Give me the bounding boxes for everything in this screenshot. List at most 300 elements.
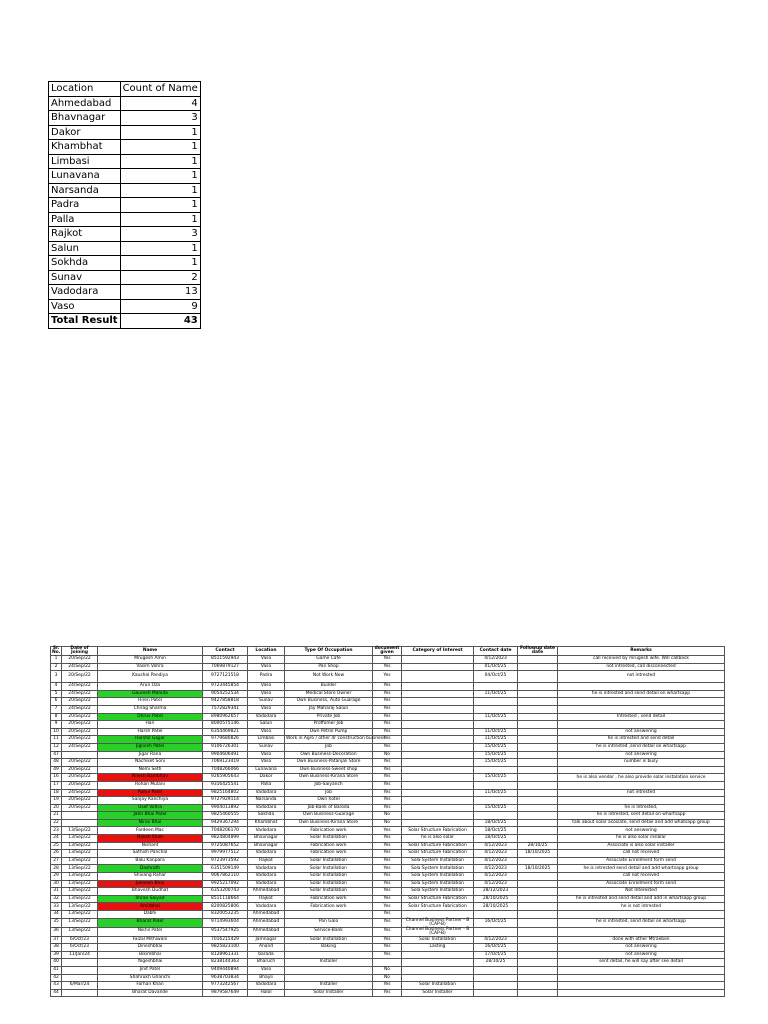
category-cell: he is also solar [402, 835, 474, 843]
location-cell: Ahmedabad [248, 927, 285, 936]
name-cell: Bharat Patel [98, 918, 203, 927]
sr-no-cell: 23 [51, 827, 62, 835]
document-given-cell: No [373, 819, 402, 827]
document-given-cell: Yes [373, 759, 402, 767]
date-of-joining-cell: 20/Sep/22 [62, 766, 98, 774]
sr-no-cell: 6 [51, 698, 62, 706]
occupation-cell: Own Business, Auto Guarage [285, 698, 373, 706]
date-of-joining-cell: 20/Sep/22 [62, 759, 98, 767]
table-row [51, 951, 725, 959]
followup-date-cell [518, 812, 558, 820]
table-row [51, 966, 725, 974]
followup-date-cell [518, 656, 558, 664]
sr-no-cell: 32 [51, 895, 62, 903]
document-given-cell: Yes [373, 671, 402, 683]
contact-date-cell [474, 812, 518, 820]
name-cell: Nilesh Shah [98, 835, 203, 843]
document-given-cell: Yes [373, 835, 402, 843]
sr-no-cell: 11 [51, 736, 62, 744]
followup-date-cell [518, 857, 558, 865]
remarks-cell: he is also vendor , he also provide solar instalation service [558, 774, 725, 782]
remarks-cell: not answering [558, 728, 725, 736]
name-cell: Kaushal Pandiya [98, 671, 203, 683]
table-row [51, 736, 725, 744]
followup-date-cell: 18/10/2025 [518, 850, 558, 858]
date-of-joining-cell: 20/Sep/22 [62, 774, 98, 782]
remarks-cell: he is intrested send detail and add whartsapp group [558, 865, 725, 873]
location-cell: Ahmedabad [248, 888, 285, 896]
remarks-cell [558, 927, 725, 936]
pivot-location-cell: Dakor [49, 125, 121, 140]
category-cell [402, 812, 474, 820]
occupation-cell: Solar Installer [285, 989, 373, 997]
name-cell: Farhan Khan [98, 982, 203, 990]
date-of-joining-cell: 20/Sep/22 [62, 721, 98, 729]
date-of-joining-cell: 24/Sep/22 [62, 663, 98, 671]
location-cell: Ahmedabad [248, 918, 285, 927]
date-of-joining-cell: 24/Sep/22 [62, 789, 98, 797]
occupation-cell: Work in Agro / other dr construction business [286, 736, 386, 742]
contact-date-cell [474, 781, 518, 789]
followup-date-cell [518, 663, 558, 671]
contact-date-cell [474, 721, 518, 729]
contact-date-cell: 11/Oct/25 [474, 789, 518, 797]
followup-date-cell [518, 936, 558, 944]
contact-date-cell: 28/12/2023 [474, 888, 518, 896]
contact-cell: 9638703834 [203, 974, 248, 982]
date-of-joining-cell: 20/Sep/22 [62, 728, 98, 736]
name-cell: Dineshbhai [98, 944, 203, 952]
location-cell: Jamnagar [248, 936, 285, 944]
name-cell: Hari [98, 721, 203, 729]
category-cell [402, 789, 474, 797]
document-given-cell: Yes [373, 936, 402, 944]
sr-no-cell: 17 [51, 781, 62, 789]
sr-no-cell: 28 [51, 865, 62, 873]
sr-no-cell: 2 [51, 663, 62, 671]
remarks-cell: Intrested , send detail [558, 713, 725, 721]
contact-date-cell: 01/Oct/25 [474, 663, 518, 671]
contact-date-cell: 11/Oct/25 [474, 736, 518, 744]
header-contact-date: Contact date [474, 647, 518, 656]
followup-date-cell [518, 827, 558, 835]
contact-cell: 9723973592 [203, 857, 248, 865]
category-cell [402, 663, 474, 671]
date-of-joining-cell: 20/Sep/22 [62, 656, 98, 664]
remarks-cell: he is intrested and send detail and add in whartsapp group [558, 895, 725, 903]
document-given-cell: Yes [373, 690, 402, 698]
remarks-cell [558, 781, 725, 789]
sr-no-cell: 18 [51, 789, 62, 797]
sr-no-cell: 7 [51, 705, 62, 713]
category-cell [402, 705, 474, 713]
contact-cell: 9825164802 [203, 789, 248, 797]
category-cell [402, 774, 474, 782]
name-cell: Jinit Patel [98, 966, 203, 974]
followup-date-cell [518, 743, 558, 751]
date-of-joining-cell: 13/Sep/22 [62, 918, 98, 927]
table-row [51, 982, 725, 990]
occupation-cell: Pan Galo [285, 918, 373, 927]
pivot-row [49, 256, 201, 271]
document-given-cell: Yes [373, 743, 402, 751]
followup-date-cell [518, 911, 558, 919]
contact-cell: 9265905643 [203, 774, 248, 782]
followup-date-cell [518, 713, 558, 721]
sr-no-cell: 4 [51, 683, 62, 691]
table-row [51, 944, 725, 952]
occupation-cell: Installer [285, 982, 373, 990]
remarks-cell: not intrested, call disconnected [558, 663, 725, 671]
occupation-cell: Service-Bank [285, 927, 373, 936]
contact-cell: 9723445854 [203, 683, 248, 691]
sr-no-cell: 36 [51, 927, 62, 936]
document-given-cell: Yes [373, 766, 402, 774]
location-cell: Dakor [248, 774, 285, 782]
followup-date-cell [518, 880, 558, 888]
pivot-table [48, 81, 201, 329]
table-row [51, 974, 725, 982]
followup-date-cell [518, 728, 558, 736]
table-row [51, 873, 725, 881]
table-row [51, 959, 725, 967]
sr-no-cell: 26 [51, 850, 62, 858]
category-cell [402, 759, 474, 767]
table-row [51, 698, 725, 706]
contact-date-cell: 17/Oct/25 [474, 951, 518, 959]
name-cell: Amirbhai [98, 903, 203, 911]
pivot-location-cell: Lunavana [49, 169, 121, 184]
contact-cell: 9316425541 [203, 781, 248, 789]
name-cell: Arun Oza [98, 683, 203, 691]
remarks-cell: he is intrested, send detail on whartsapp [558, 918, 725, 927]
occupation-cell: Installer [285, 959, 373, 967]
category-cell: Channel Business Partner - B (CAP-B) [402, 918, 474, 927]
sr-no-cell: 42 [51, 974, 62, 982]
category-cell [402, 751, 474, 759]
date-of-joining-cell [62, 819, 98, 827]
category-cell: Solar Structure Fabrication [402, 842, 474, 850]
name-cell: Bharat Davande [98, 989, 203, 997]
document-given-cell: Yes [373, 857, 402, 865]
contact-cell: 6351509149 [203, 865, 248, 873]
sr-no-cell: 29 [51, 873, 62, 881]
occupation-cell: Fabrication work [285, 827, 373, 835]
date-of-joining-cell: 13/Sep/22 [62, 857, 98, 865]
name-cell: Harshil Gajjar [98, 736, 203, 744]
pivot-count-cell: 1 [120, 256, 200, 271]
category-cell: Lasting [402, 944, 474, 952]
contact-cell: 6354469821 [203, 728, 248, 736]
table-row [51, 663, 725, 671]
name-cell: Chirag Sharma [98, 705, 203, 713]
category-cell: Sola System Installation [402, 880, 474, 888]
contact-cell: 9054252534 [203, 690, 248, 698]
category-cell [402, 721, 474, 729]
followup-date-cell: 28/10/25 [518, 842, 558, 850]
occupation-cell [285, 951, 373, 959]
contact-date-cell: 11/Oct/25 [474, 690, 518, 698]
followup-date-cell [518, 804, 558, 812]
pivot-location-cell: Rajkot [49, 227, 121, 242]
name-cell: Gauresh Mahida [98, 690, 203, 698]
contact-cell: 9825460555 [203, 812, 248, 820]
location-cell: Limbasi [248, 736, 285, 744]
occupation-cell: Fabrication work [285, 850, 373, 858]
table-row [51, 671, 725, 683]
contact-date-cell: 15/Oct/25 [474, 804, 518, 812]
remarks-cell: Not Interested [558, 888, 725, 896]
followup-date-cell [518, 766, 558, 774]
location-cell: Lunavana [248, 766, 285, 774]
contact-detail-table [50, 646, 725, 997]
remarks-cell: talk about solar acosiate, send detail and add whatsapp group [558, 819, 725, 827]
name-cell: Shivang Rahar [98, 873, 203, 881]
category-cell [402, 736, 474, 744]
document-given-cell: Yes [373, 865, 402, 873]
contact-date-cell: 18/Oct/25 [474, 835, 518, 843]
category-cell: Solar Structure Fabrication [402, 850, 474, 858]
location-cell: Khambhat [248, 819, 285, 827]
name-cell: Dashrath [98, 865, 203, 873]
followup-date-cell [518, 721, 558, 729]
remarks-cell: he is not intrested [558, 903, 725, 911]
contact-cell: 9825823100 [203, 944, 248, 952]
date-of-joining-cell: 13/Sep/22 [62, 880, 98, 888]
contact-cell: 8511118664 [203, 895, 248, 903]
name-cell: Jignesh Patel [98, 743, 203, 751]
location-cell: Vadodara [248, 789, 285, 797]
contact-cell: 9773242567 [203, 982, 248, 990]
contact-date-cell: 28/10/25 [474, 959, 518, 967]
header-sr-no: Sr. No. [52, 646, 61, 655]
table-row [51, 766, 725, 774]
date-of-joining-cell: 20/Sep/22 [62, 698, 98, 706]
category-cell [402, 804, 474, 812]
table-row [51, 705, 725, 713]
location-cell: Bhavnagar [248, 835, 285, 843]
sr-no-cell: 30 [51, 880, 62, 888]
sr-no-cell: 37 [51, 936, 62, 944]
pivot-count-cell: 1 [120, 140, 200, 155]
name-cell: Yogeshbhai [98, 959, 203, 967]
followup-date-cell [518, 835, 558, 843]
name-cell: Nilesh Bambhav [98, 774, 203, 782]
remarks-cell: Associate is also solar installer [558, 842, 725, 850]
followup-date-cell [518, 873, 558, 881]
contact-date-cell: 16/Oct/25 [474, 918, 518, 927]
location-cell: Vaso [248, 663, 285, 671]
pivot-count-cell: 1 [120, 241, 200, 256]
location-cell: Vaso [248, 690, 285, 698]
category-cell: Solar Installation [402, 982, 474, 990]
location-cell: Vadodara [248, 865, 285, 873]
document-given-cell: Yes [373, 944, 402, 952]
date-of-joining-cell: 13/Sep/22 [62, 895, 98, 903]
document-given-cell: Yes [373, 927, 402, 936]
location-cell: Vadodara [248, 982, 285, 990]
date-of-joining-cell: 20/Sep/22 [62, 736, 98, 744]
category-cell: Channel Business Partner - B (CAP-B) [402, 927, 474, 936]
pivot-count-cell: 1 [120, 125, 200, 140]
table-row [51, 850, 725, 858]
remarks-cell [558, 911, 725, 919]
remarks-cell: call received by mrugesh wife. Will callback [558, 656, 725, 664]
contact-date-cell [474, 966, 518, 974]
document-given-cell: Yes [373, 736, 402, 744]
contact-cell: 9727929114 [203, 797, 248, 805]
date-of-joining-cell: 13/Sep/22 [62, 827, 98, 835]
contact-cell: 9427858818 [203, 698, 248, 706]
followup-date-cell [518, 789, 558, 797]
location-cell: Vadodara [248, 903, 285, 911]
followup-date-cell [518, 683, 558, 691]
document-given-cell: Yes [373, 982, 402, 990]
table-row [51, 751, 725, 759]
date-of-joining-cell: 13/Sep/22 [62, 873, 98, 881]
table-row [51, 888, 725, 896]
pivot-count-cell: 1 [120, 198, 200, 213]
contact-cell: 8238144363 [203, 959, 248, 967]
occupation-cell: Baking [285, 944, 373, 952]
name-cell: Jaimesh Bhai [98, 880, 203, 888]
name-cell: Faizal Mithiwani [98, 936, 203, 944]
sr-no-cell: 44 [51, 989, 62, 997]
contact-cell: 8511592943 [203, 656, 248, 664]
location-cell: Vaso [248, 759, 285, 767]
pivot-row [49, 169, 201, 184]
contact-date-cell [474, 989, 518, 997]
location-cell: Bharuch [248, 959, 285, 967]
pivot-row [49, 198, 201, 213]
location-cell: Vaso [248, 656, 285, 664]
pivot-total-row [49, 314, 201, 329]
name-cell: Dhruv Patel [98, 713, 203, 721]
followup-date-cell [518, 698, 558, 706]
name-cell: Nishant [98, 842, 203, 850]
occupation-cell: Own Business-Guarage [285, 812, 373, 820]
detail-header-row [51, 647, 725, 656]
sr-no-cell: 39 [51, 951, 62, 959]
followup-date-cell [518, 903, 558, 911]
contact-date-cell: 18/Oct/25 [474, 827, 518, 835]
contact-date-cell [474, 927, 518, 936]
remarks-cell: done with other Mtraeben [558, 936, 725, 944]
followup-date-cell [518, 797, 558, 805]
occupation-cell: Private Job [285, 713, 373, 721]
contact-cell: 9429367294 [203, 819, 248, 827]
header-remarks: Remarks [558, 647, 725, 656]
category-cell [402, 656, 474, 664]
followup-date-cell [518, 951, 558, 959]
sr-no-cell: 3 [51, 671, 62, 683]
name-cell: Rahul Patel [98, 789, 203, 797]
remarks-cell [558, 797, 725, 805]
contact-date-cell: 15/Oct/25 [474, 751, 518, 759]
table-row [51, 759, 725, 767]
contact-cell: 9904606491 [203, 751, 248, 759]
sr-no-cell: 9 [51, 721, 62, 729]
contact-cell: 8128961331 [203, 951, 248, 959]
remarks-cell: not answering [558, 827, 725, 835]
document-given-cell: Yes [373, 721, 402, 729]
remarks-cell: he is intrested ,send detail on whartsapp [558, 743, 725, 751]
contact-date-cell [474, 974, 518, 982]
table-row [51, 683, 725, 691]
occupation-cell: Own hotel [285, 797, 373, 805]
name-cell: Sanjay Kanchiya [98, 797, 203, 805]
pivot-count-cell: 1 [120, 183, 200, 198]
table-row [51, 842, 725, 850]
occupation-cell: Jay Maharaj Salun [285, 705, 373, 713]
occupation-cell [285, 911, 373, 919]
location-cell: Ahmedabad [248, 911, 285, 919]
document-given-cell: Yes [373, 827, 402, 835]
date-of-joining-cell: 11/Jan/24 [62, 951, 98, 959]
document-given-cell: Yes [373, 951, 402, 959]
date-of-joining-cell [62, 966, 98, 974]
pivot-total-label: Total Result [49, 314, 121, 329]
occupation-cell: Medical Store Owner [285, 690, 373, 698]
date-of-joining-cell: 13/Sep/22 [62, 835, 98, 843]
occupation-cell: Solar Installation [285, 835, 373, 843]
contact-date-cell: 11/Oct/25 [474, 728, 518, 736]
pivot-location-cell: Sunav [49, 270, 121, 285]
location-cell: Vaso [248, 705, 285, 713]
remarks-cell [558, 989, 725, 997]
remarks-cell: call not received [558, 850, 725, 858]
category-cell [402, 951, 474, 959]
category-cell [402, 766, 474, 774]
remarks-cell [558, 698, 725, 706]
document-given-cell: Yes [373, 888, 402, 896]
location-cell: Vadodara [248, 713, 285, 721]
pivot-header-count: Count of Name [120, 82, 200, 97]
remarks-cell [558, 705, 725, 713]
sr-no-cell: 31 [51, 888, 62, 896]
occupation-cell: Job [285, 743, 373, 751]
pivot-location-cell: Padra [49, 198, 121, 213]
remarks-cell: not answering [558, 951, 725, 959]
category-cell: Sola System Installation [402, 865, 474, 873]
date-of-joining-cell: 13/Sep/22 [62, 903, 98, 911]
table-row [51, 936, 725, 944]
pivot-row [49, 96, 201, 111]
sr-no-cell: 40 [51, 959, 62, 967]
sr-no-cell: 38 [51, 944, 62, 952]
table-row [51, 690, 725, 698]
sr-no-cell: 47 [51, 751, 62, 759]
sr-no-cell: 48 [51, 759, 62, 767]
name-cell: Fardeen Mac [98, 827, 203, 835]
date-of-joining-cell: 13/Sep/22 [62, 911, 98, 919]
document-given-cell: No [373, 966, 402, 974]
category-cell [402, 690, 474, 698]
location-cell: Vadodara [248, 827, 285, 835]
name-cell: Bikimbhai [98, 951, 203, 959]
pivot-count-cell: 3 [120, 111, 200, 126]
contact-cell: 6353200743 [203, 888, 248, 896]
category-cell: Solar Structure Fabrication [402, 903, 474, 911]
category-cell [402, 671, 474, 683]
sr-no-cell: 22 [51, 819, 62, 827]
contact-date-cell [474, 797, 518, 805]
table-row [51, 797, 725, 805]
contact-cell: 7069879127 [203, 663, 248, 671]
location-cell: Vadodara [248, 804, 285, 812]
location-cell: barada [248, 951, 285, 959]
document-given-cell [373, 959, 402, 967]
